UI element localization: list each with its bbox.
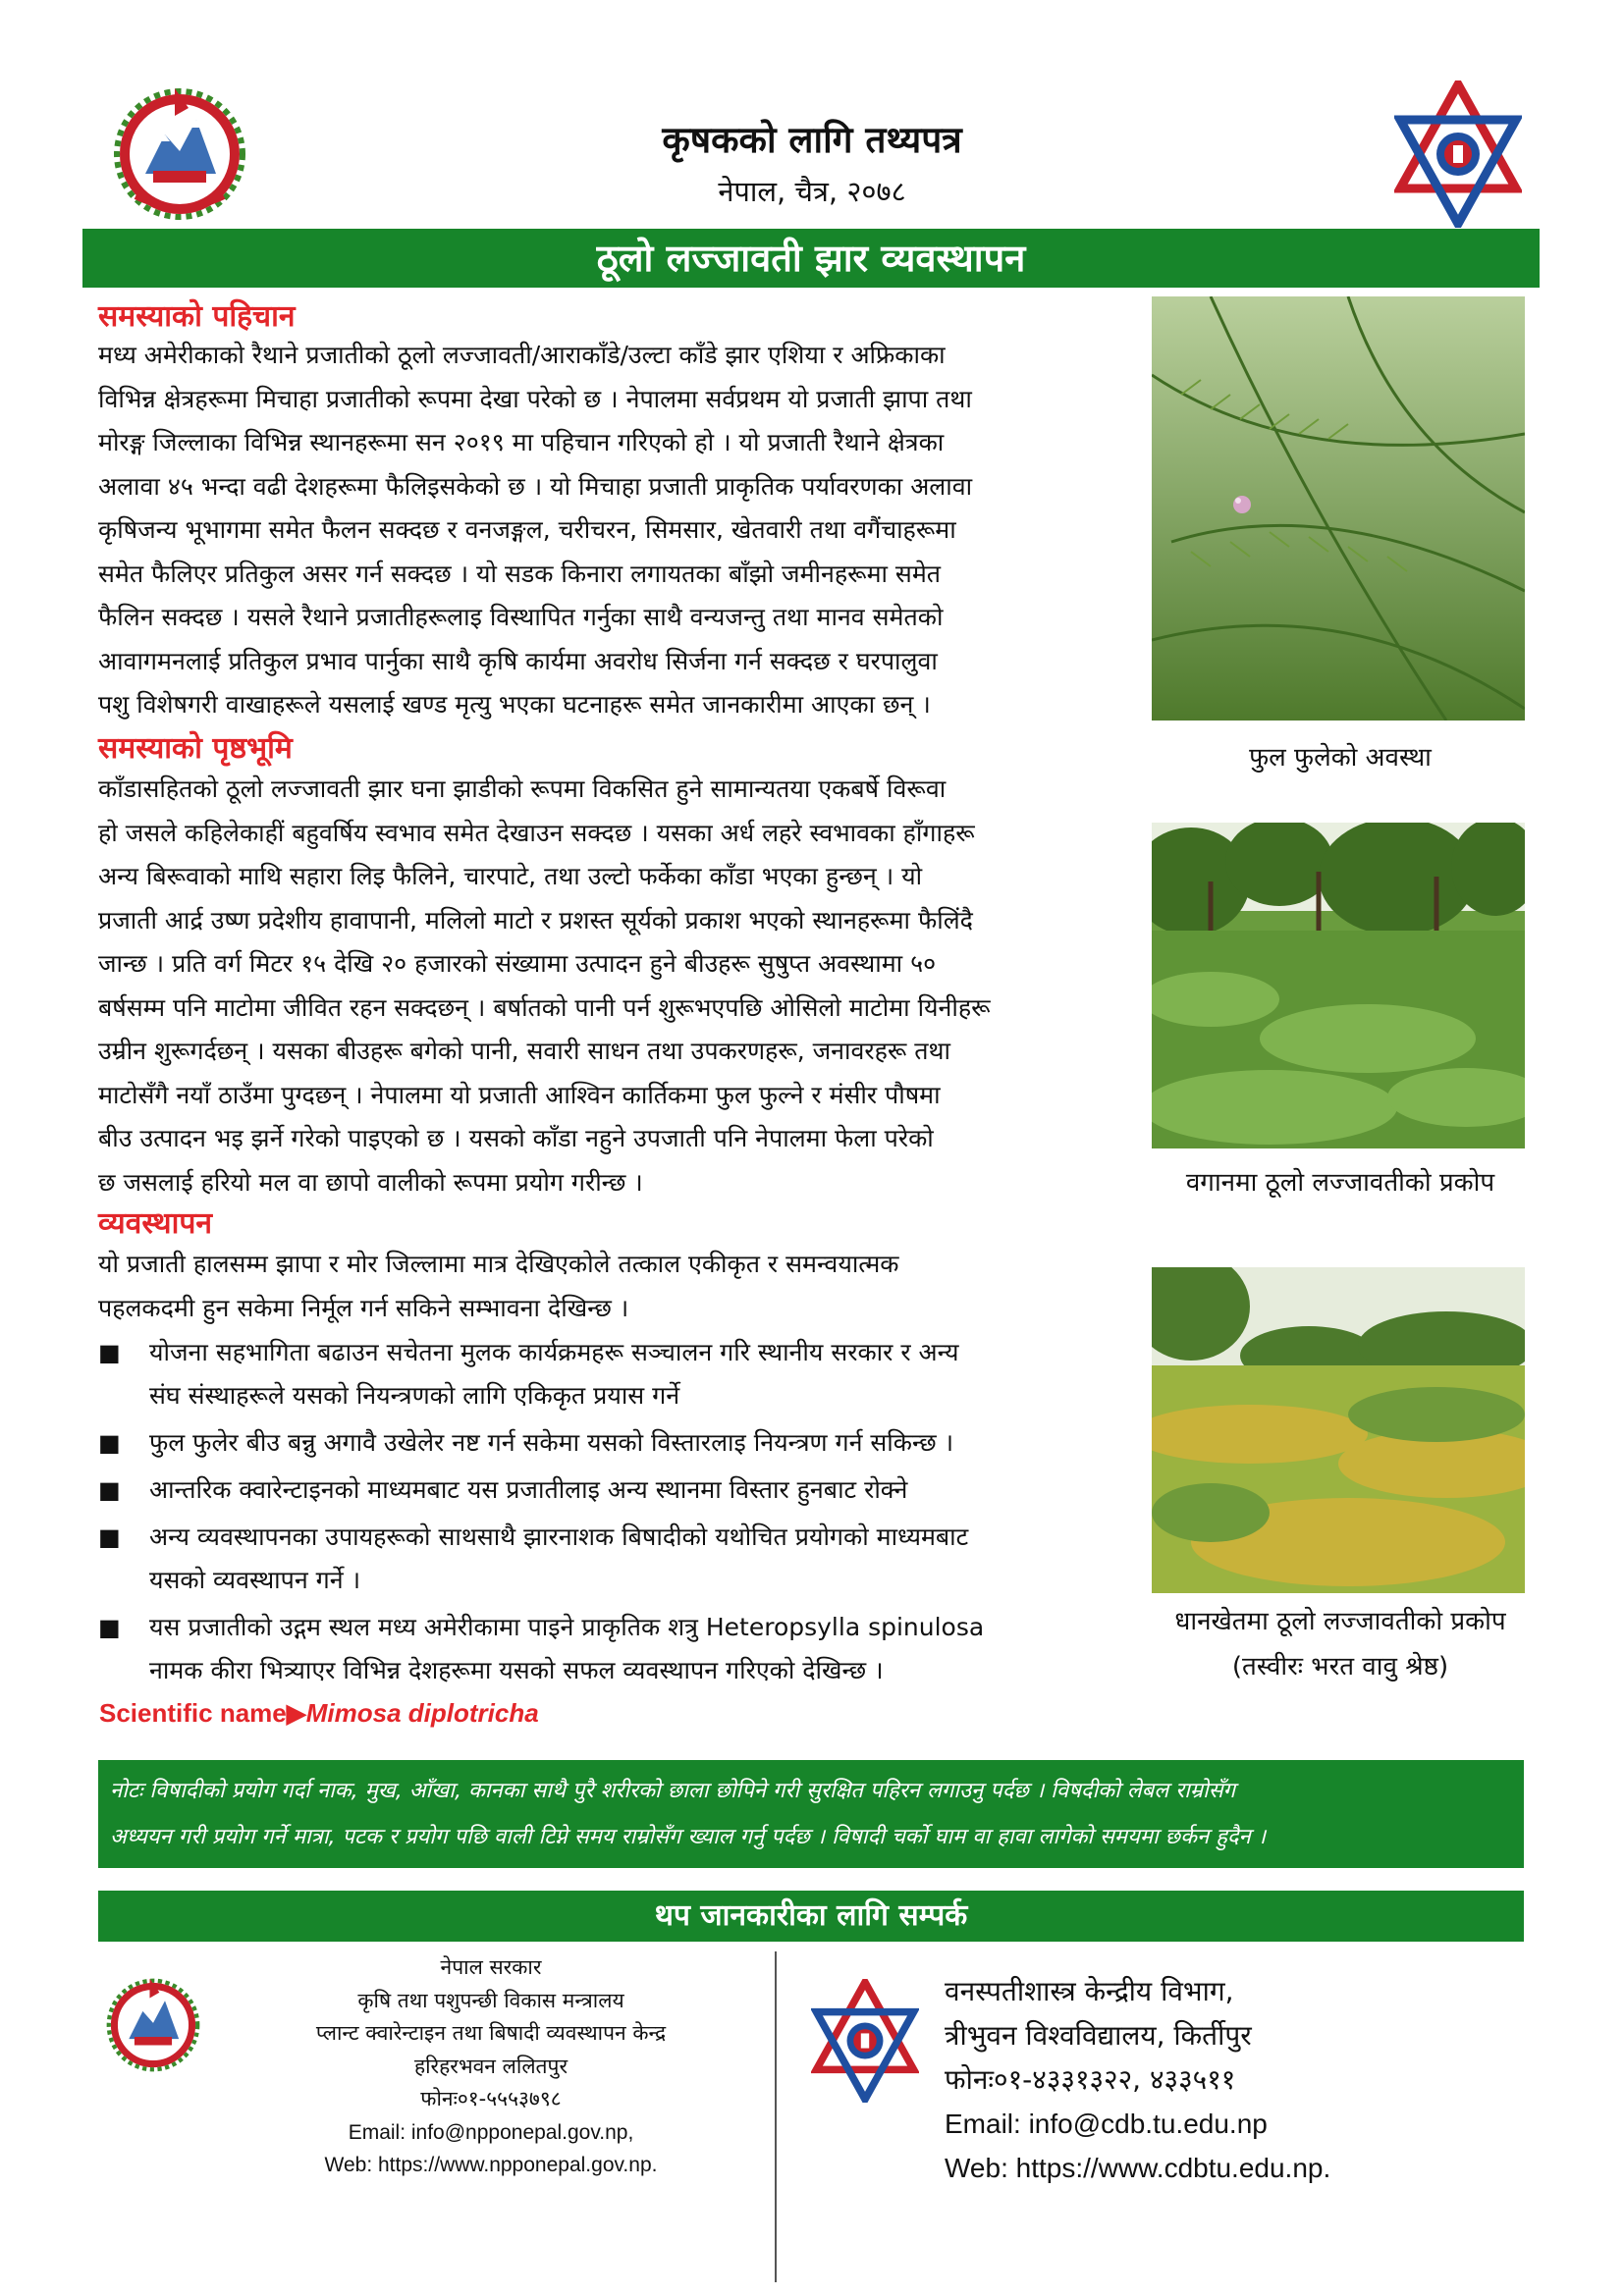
scientific-name-label: Scientific name: [99, 1698, 287, 1728]
list-item-text: अन्य व्यवस्थापनका उपायहरूको साथसाथै झारनाशक बिषादीको यथोचित प्रयोगको माध्यमबाट: [149, 1522, 969, 1551]
identification-paragraph: [98, 334, 1131, 727]
contact-line: कृषि तथा पशुपन्छी विकास मन्त्रालय: [357, 1988, 624, 2012]
contact-line: प्लान्ट क्वारेन्टाइन तथा बिषादी व्यवस्थापन केन्द्र: [315, 2021, 667, 2045]
text-line: उम्रीन शुरूगर्दछन् । यसका बीउहरू बगेको पानी, सवारी साधन तथा उपकरणहरू, जनावरहरू तथा: [98, 1037, 951, 1065]
text-line: आवागमनलाई प्रतिकुल प्रभाव पार्नुका साथै कृषि कार्यमा अवरोध सिर्जना गर्न सक्दछ र घरपालुवा: [98, 646, 938, 675]
page-subtitle: नेपाल, चैत्र, २०७८: [718, 175, 906, 208]
text-line: मोरङ्ग जिल्लाका विभिन्न स्थानहरूमा सन २०१९ मा पहिचान गरिएको हो । यो प्रजाती रैथाने क्षेत्रका: [98, 428, 945, 456]
section-heading-management: व्यवस्थापन: [98, 1206, 213, 1241]
list-item-text: आन्तरिक क्वारेन्टाइनको माध्यमबाट यस प्रजातीलाइ अन्य स्थानमा विस्तार हुनबाट रोक्ने: [149, 1475, 908, 1504]
background-paragraph: [98, 768, 1131, 1204]
cdb-contact: [945, 1969, 1330, 2190]
text-line: प्रजाती आर्द्र उष्ण प्रदेशीय हावापानी, मलिलो माटो र प्रशस्त सूर्यको प्रकाश भएको स्थानहरूमा फैलिंदै: [98, 905, 973, 934]
bullet-marker: ■: [98, 1476, 121, 1504]
list-item-text: यस प्रजातीको उद्गम स्थल मध्य अमेरीकामा पाइने प्राकृतिक शत्रु Heteropsylla spinulosa: [149, 1613, 985, 1641]
list-item: [98, 1331, 1131, 1417]
text-line: माटोसँगै नयाँ ठाउँमा पुग्दछन् । नेपालमा यो प्रजाती आश्विन कार्तिकमा फुल फुल्ने र मंसीर पौषमा: [98, 1080, 941, 1109]
text-line: बर्षसम्म पनि माटोमा जीवित रहन सक्दछन् । बर्षातको पानी पर्न शुरूभएपछि ओसिलो माटोमा यिनीहरू: [98, 992, 991, 1022]
list-item: [98, 1421, 1131, 1465]
caption-line: धानखेतमा ठूलो लज्जावतीको प्रकोप: [1174, 1607, 1506, 1636]
list-item: [98, 1468, 1131, 1512]
tribhuvan-university-logo-small: [811, 1979, 919, 2103]
arrow-right-icon: ▶: [286, 1698, 306, 1728]
photo-flowering-stage: [1152, 296, 1525, 721]
banner-title: ठूलो लज्जावती झार व्यवस्थापन: [596, 237, 1026, 280]
text-line: हो जसले कहिलेकाहीं बहुवर्षिय स्वभाव समेत देखाउन सक्दछ । यसका अर्ध लहरे स्वभावका हाँगाहरू: [98, 818, 975, 847]
text-line: पहलकदमी हुन सकेमा निर्मूल गर्न सकिने सम्भावना देखिन्छ ।: [98, 1293, 629, 1322]
photo-caption-2: वगानमा ठूलो लज्जावतीको प्रकोप: [1185, 1168, 1495, 1198]
text-line: पशु विशेषगरी वाखाहरूले यसलाई खण्ड मृत्यु भएका घटनाहरू समेत जानकारीमा आएका छन् ।: [98, 690, 931, 719]
note-line: अध्ययन गरी प्रयोग गर्ने मात्रा, पटक र प्रयोग पछि वाली टिप्ने समय राम्रोसँग ख्याल गर्नु पर्दछ । विषादी चर्को घाम वा हावा लागेको समयमा छर्कन हुदैन ।: [110, 1825, 1267, 1849]
text-line: बीउ उत्पादन भइ झर्ने गरेको पाइएको छ । यसको काँडा नहुने उपजाती पनि नेपालमा फेला परेको: [98, 1124, 934, 1152]
bullet-marker: ■: [98, 1614, 121, 1641]
photo-caption-1: फुल फुलेको अवस्था: [1249, 743, 1432, 773]
text-line: यो प्रजाती हालसम्म झापा र मोर जिल्लामा मात्र देखिएकोले तत्काल एकीकृत र समन्वयात्मक: [98, 1250, 899, 1278]
list-item-text: योजना सहभागिता बढाउन सचेतना मुलक कार्यक्रमहरू सञ्चालन गरि स्थानीय सरकार र अन्य: [149, 1338, 959, 1366]
contact-phone: फोनः०१-५५५३७९८: [420, 2087, 562, 2110]
scientific-name: [99, 1698, 539, 1729]
contact-email[interactable]: Email: info@cdb.tu.edu.np: [945, 2109, 1268, 2139]
page-title: कृषकको लागि तथ्यपत्र: [662, 119, 962, 161]
section-heading-identification: समस्याको पहिचान: [98, 299, 296, 334]
management-paragraph: [98, 1243, 1131, 1330]
photo-credit: (तस्वीरः भरत वावु श्रेष्ठ): [1231, 1652, 1449, 1682]
contact-banner: थप जानकारीका लागि सम्पर्क: [98, 1891, 1524, 1942]
contact-line: वनस्पतीशास्त्र केन्द्रीय विभाग,: [945, 1975, 1234, 2007]
text-line: मध्य अमेरीकाको रैथाने प्रजातीको ठूलो लज्जावती/आराकाँडे/उल्टा काँडे झार एशिया र अफ्रिकाका: [98, 341, 946, 369]
title-banner: [82, 229, 1540, 288]
contact-line: नेपाल सरकार: [440, 1955, 542, 1979]
management-bullet-list: [98, 1331, 1131, 1692]
text-line: काँडासहितको ठूलो लज्जावती झार घना झाडीको रूपमा विकसित हुने सामान्यतया एकबर्षे विरूवा: [98, 774, 947, 803]
text-line: अन्य बिरूवाको माथि सहारा लिइ फैलिने, चारपाटे, तथा उल्टो फर्केका काँडा भएका हुन्छन् । यो: [98, 862, 923, 890]
list-item: [98, 1516, 1131, 1602]
text-line: विभिन्न क्षेत्रहरूमा मिचाहा प्रजातीको रूपमा देखा परेको छ । नेपालमा सर्वप्रथम यो प्रजाती झापा तथा: [98, 384, 972, 413]
contact-phone: फोनः०१-४३३१३२२, ४३३५११: [945, 2063, 1236, 2096]
contact-line: त्रीभुवन विश्वविद्यालय, किर्तीपुर: [945, 2019, 1252, 2052]
text-line: फैलिन सक्दछ । यसले रैथाने प्रजातीहरूलाइ विस्थापित गर्नुका साथै वन्यजन्तु तथा मानव समेतको: [98, 603, 944, 631]
list-item-text: संघ संस्थाहरूले यसको नियन्त्रणको लागि एकिकृत प्रयास गर्ने: [149, 1381, 680, 1410]
note-line: नोटः विषादीको प्रयोग गर्दा नाक, मुख, आँखा, कानका साथै पुरै शरीरको छाला छोपिने गरी सुरक्षित पहिरन लगाउनु पर्दछ । विषदीको लेबल राम्रोसँग: [110, 1779, 1235, 1803]
list-item-text: यसको व्यवस्थापन गर्ने ।: [149, 1566, 361, 1594]
contact-web-link[interactable]: Web: https://www.npponepal.gov.np.: [324, 2154, 658, 2176]
text-line: अलावा ४५ भन्दा वढी देशहरूमा फैलिइसकेको छ । यो मिचाहा प्रजाती प्राकृतिक पर्यावरणका अलावा: [98, 471, 973, 501]
text-line: कृषिजन्य भूभागमा समेत फैलन सक्दछ र वनजङ्गल, चरीचरन, सिमसार, खेतवारी तथा वगैंचाहरूमा: [98, 515, 956, 544]
nepal-govt-emblem-small: [101, 1973, 205, 2077]
contact-web-link[interactable]: Web: https://www.cdbtu.edu.np.: [945, 2153, 1331, 2183]
scientific-name-value: Mimosa diplotricha: [305, 1698, 539, 1728]
contact-divider: [775, 1951, 777, 2282]
bullet-marker: ■: [98, 1429, 121, 1457]
text-line: जान्छ । प्रति वर्ग मिटर १५ देखि २० हजारको संख्यामा उत्पादन हुने बीउहरू सुषुप्त अवस्थामा ५०: [98, 949, 937, 978]
photo-paddy-infestation: [1152, 1267, 1525, 1593]
text-line: समेत फैलिएर प्रतिकुल असर गर्न सक्दछ । यो सडक किनारा लगायतका बाँझो जमीनहरूमा समेत: [98, 559, 942, 588]
list-item-text: फुल फुलेर बीउ बन्नु अगावै उखेलेर नष्ट गर्न सकेमा यसको विस्तारलाइ नियन्त्रण गर्न सकिन्छ ।: [149, 1428, 954, 1457]
safety-note-box: [98, 1760, 1524, 1868]
bullet-marker: ■: [98, 1339, 121, 1366]
section-heading-background: समस्याको पृष्ठभूमि: [98, 731, 293, 766]
contact-line: हरिहरभवन ललितपुर: [413, 2054, 568, 2078]
npponepal-contact: [216, 1951, 766, 2182]
contact-email[interactable]: Email: info@npponepal.gov.np,: [348, 2120, 634, 2144]
bullet-marker: ■: [98, 1523, 121, 1551]
photo-orchard-infestation: [1152, 823, 1525, 1148]
text-line: छ जसलाई हरियो मल वा छापो वालीको रूपमा प्रयोग गरीन्छ ।: [98, 1167, 643, 1197]
list-item: [98, 1606, 1131, 1692]
list-item-text: नामक कीरा भित्र्याएर विभिन्न देशहरूमा यसको सफल व्यवस्थापन गरिएको देखिन्छ ।: [149, 1656, 884, 1684]
photo-caption-3: [1139, 1602, 1542, 1686]
